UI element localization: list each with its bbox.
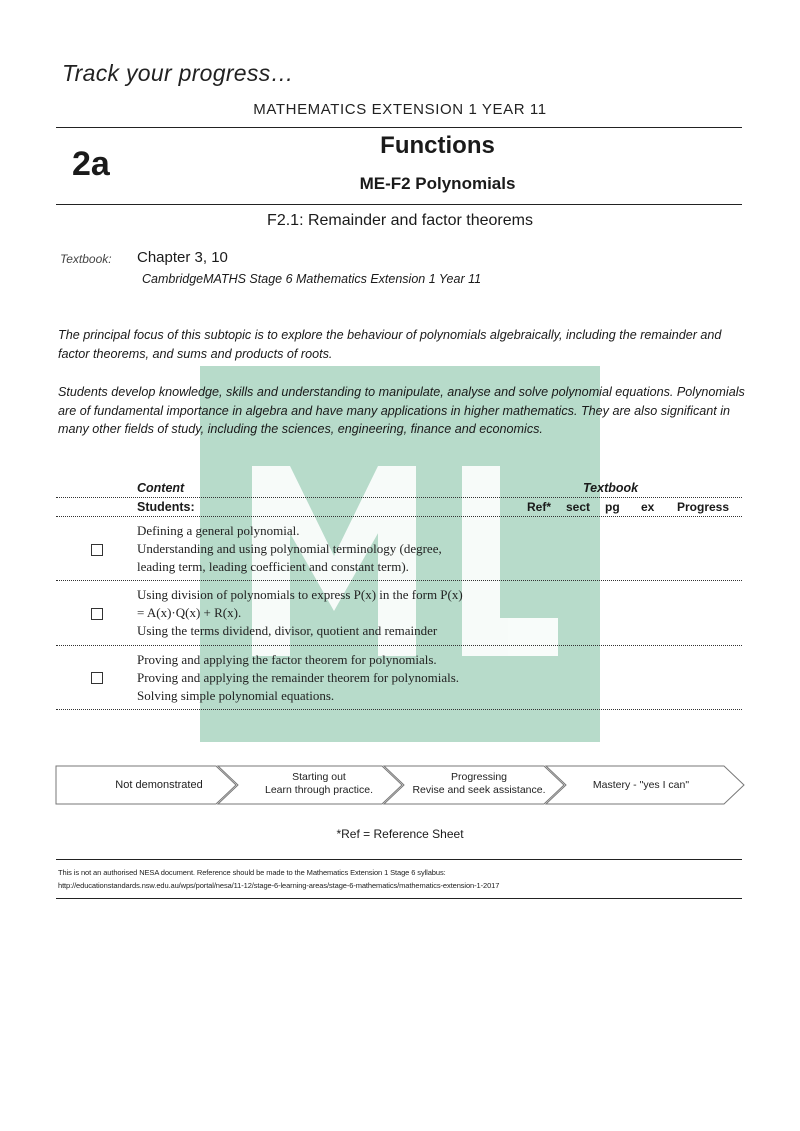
- progress-checkbox[interactable]: [91, 608, 103, 620]
- subject-title: MATHEMATICS EXTENSION 1 YEAR 11: [253, 101, 547, 118]
- footer-bottom-rule: [56, 898, 742, 899]
- subtopic-title: ME-F2 Polynomials: [359, 174, 516, 193]
- row-line: = A(x)·Q(x) + R(x).: [137, 605, 242, 620]
- reference-note: *Ref = Reference Sheet: [336, 827, 464, 841]
- column-ex: ex: [641, 500, 655, 514]
- content-header: Content: [137, 481, 185, 495]
- focus-title: F2.1: Remainder and factor theorems: [267, 212, 533, 229]
- table-row: [137, 522, 442, 576]
- footer-disclaimer: [58, 866, 499, 892]
- column-ref: Ref*: [527, 500, 552, 514]
- header-bottom-rule: [56, 204, 742, 205]
- row-line: Defining a general polynomial.: [137, 523, 300, 538]
- footer-top-rule: [56, 859, 742, 860]
- row-line: Proving and applying the factor theorem for polynomials.: [137, 652, 437, 667]
- scale-label-mastery: Mastery - "yes I can": [592, 779, 690, 791]
- column-progress: Progress: [677, 500, 730, 514]
- footer-line: This is not an authorised NESA document. Reference should be made to the Mathematics Extension 1 Stage 6 syllabus:: [58, 868, 446, 877]
- row-line: Understanding and using polynomial terminology (degree,: [137, 541, 442, 556]
- footer-link[interactable]: http://educationstandards.nsw.edu.au/wps/portal/nesa/11-12/stage-6-learning-areas/stage-6-mathematics/mathematics-extension-1-2017: [58, 881, 500, 890]
- row-line: Using division of polynomials to express P(x) in the form P(x): [137, 587, 463, 602]
- progress-checkbox[interactable]: [91, 544, 103, 556]
- table-rule: [56, 645, 742, 646]
- header-top-rule: [56, 127, 742, 128]
- column-pg: pg: [605, 500, 620, 514]
- table-row: [137, 651, 459, 705]
- progress-checkbox[interactable]: [91, 672, 103, 684]
- tracker-title: Track your progress…: [62, 60, 294, 86]
- table-rule: [56, 580, 742, 581]
- textbook-header: Textbook: [583, 481, 639, 495]
- scale-label-starting-out: Starting out Learn through practice.: [265, 771, 373, 796]
- textbook-name: CambridgeMATHS Stage 6 Mathematics Extension 1 Year 11: [142, 272, 482, 286]
- column-sect: sect: [566, 500, 591, 514]
- intro-paragraph: The principal focus of this subtopic is to explore the behaviour of polynomials algebraically, including the remainder and factor theorems, and sums and products of roots.: [58, 328, 722, 361]
- table-row: [137, 586, 463, 640]
- students-header: Students:: [137, 500, 195, 514]
- table-rule: [56, 709, 742, 710]
- scale-label-not-demonstrated: Not demonstrated: [115, 779, 203, 791]
- topic-code: 2a: [72, 145, 110, 183]
- textbook-label: Textbook:: [60, 252, 112, 266]
- table-rule: [56, 497, 742, 498]
- row-line: Proving and applying the remainder theorem for polynomials.: [137, 670, 460, 685]
- row-line: Using the terms dividend, divisor, quotient and remainder: [137, 623, 438, 638]
- textbook-chapters: Chapter 3, 10: [137, 249, 228, 266]
- topic-title: Functions: [380, 132, 495, 159]
- description-paragraph: Students develop knowledge, skills and understanding to manipulate, analyse and solve polynomial equations. Polynomials are of fundamental importance in algebra and have many applications in higher mathematics. They are also significant in many other fields of study, including the sciences, engineering, finance and economics.: [58, 385, 745, 436]
- table-rule: [56, 516, 742, 517]
- scale-label-progressing: Progressing Revise and seek assistance.: [412, 771, 546, 796]
- row-line: leading term, leading coefficient and constant term).: [137, 559, 409, 574]
- row-line: Solving simple polynomial equations.: [137, 688, 335, 703]
